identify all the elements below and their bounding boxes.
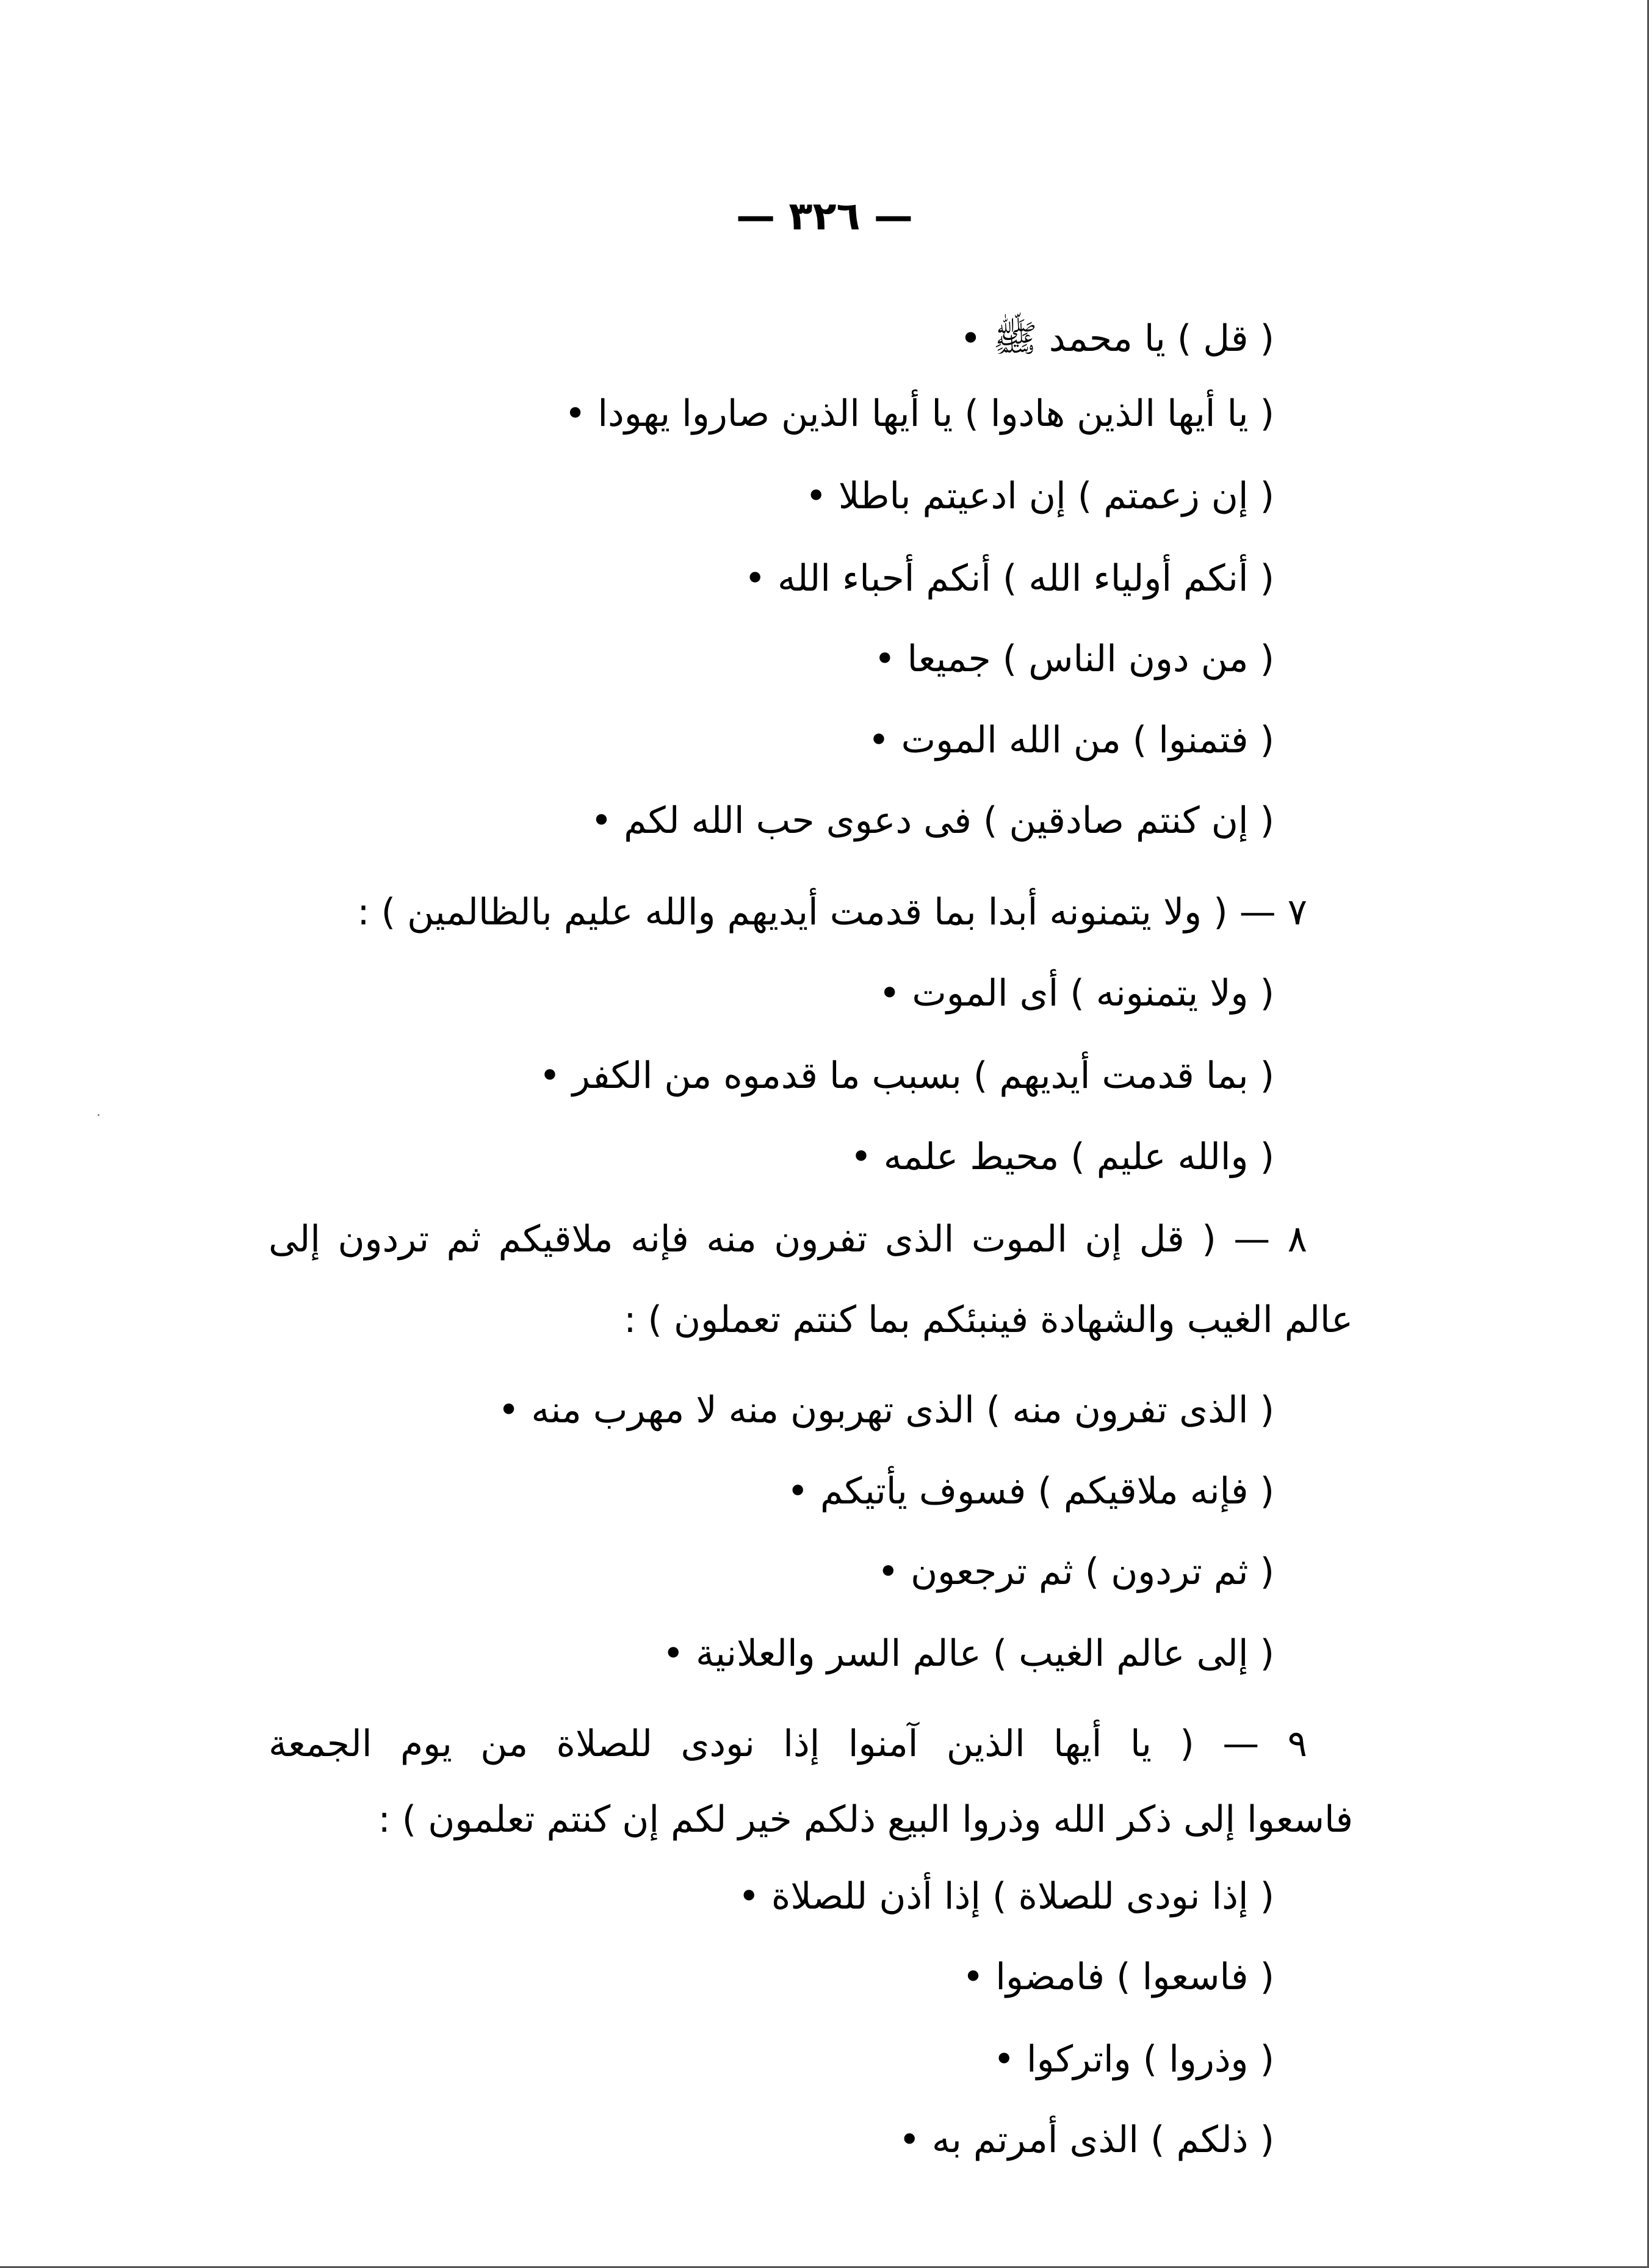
gloss-line: ( ذلكم ) الذى أمرتم به •	[898, 2119, 1274, 2161]
gloss-line: ( ثم تردون ) ثم ترجعون •	[877, 1550, 1274, 1593]
verse-line: ٨ — ( قل إن الموت الذى تفرون منه فإنه ملاقيكم ثم تردون إلى	[269, 1218, 1307, 1261]
gloss-line: ( فاسعوا ) فامضوا •	[962, 1956, 1274, 1998]
gloss-line: ( فإنه ملاقيكم ) فسوف يأتيكم •	[787, 1470, 1274, 1513]
verse-line: ٩ — ( يا أيها الذين آمنوا إذا نودى للصلاة من يوم الجمعة	[269, 1723, 1307, 1765]
gloss-line: ( إن كنتم صادقين ) فى دعوى حب الله لكم •	[590, 799, 1274, 842]
gloss-line: ( بما قدمت أيديهم ) بسبب ما قدموه من الكفر •	[539, 1054, 1274, 1097]
gloss-line: ( إذا نودى للصلاة ) إذا أذن للصلاة •	[738, 1875, 1274, 1918]
gloss-line: ( الذى تفرون منه ) الذى تهربون منه لا مهرب منه •	[497, 1389, 1274, 1431]
gloss-line: ( قل ) يا محمد ﷺ •	[959, 317, 1274, 360]
verse-line: ٧ — ( ولا يتمنونه أبدا بما قدمت أيديهم والله عليم بالظالمين ) :	[357, 891, 1307, 934]
gloss-line: ( يا أيها الذين هادوا ) يا أيها الذين صاروا يهودا •	[564, 392, 1274, 435]
gloss-line: ( إن زعمتم ) إن ادعيتم باطلا •	[805, 475, 1274, 517]
gloss-line: ( أنكم أولياء الله ) أنكم أحباء الله •	[744, 557, 1274, 600]
gloss-line: ( فتمنوا ) من الله الموت •	[868, 719, 1274, 761]
page-number: — ٣٢٦ —	[736, 194, 913, 239]
gloss-line: ( وذروا ) واتركوا •	[993, 2038, 1274, 2081]
verse-line-continued: فاسعوا إلى ذكر الله وذروا البيع ذلكم خير لكم إن كنتم تعلمون ) :	[378, 1798, 1353, 1841]
verse-line-continued: عالم الغيب والشهادة فينبئكم بما كنتم تعملون ) :	[624, 1298, 1353, 1341]
gloss-line: ( والله عليم ) محيط علمه •	[850, 1136, 1274, 1178]
gloss-line: ( من دون الناس ) جميعا •	[874, 638, 1274, 680]
scan-speck	[98, 1114, 99, 1116]
gloss-line: ( ولا يتمنونه ) أى الموت •	[878, 972, 1274, 1015]
gloss-line: ( إلى عالم الغيب ) عالم السر والعلانية •	[662, 1632, 1274, 1675]
